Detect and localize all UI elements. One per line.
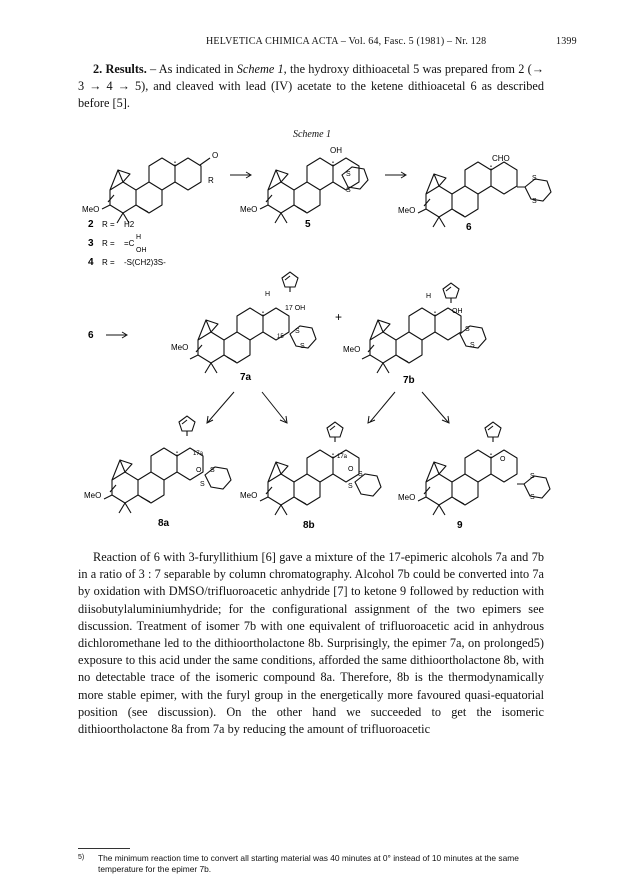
section-heading: 2. Results. [93, 62, 147, 76]
label-3: 3 [88, 238, 94, 249]
label-6: 6 [466, 222, 472, 233]
scheme-title: Scheme 1 [292, 129, 332, 140]
oh-label-5: OH [330, 146, 342, 155]
r-def-4: -S(CH2)3S- [124, 258, 166, 267]
s-label-9b: S [530, 494, 535, 501]
label-7b: 7b [403, 375, 415, 386]
s-label-8a-a: S [210, 467, 215, 474]
c17a-label-8b: 17a [337, 454, 348, 460]
meo-label-8a: MeO [84, 491, 102, 500]
meo-label-7b: MeO [343, 345, 361, 354]
s-label-9a: S [530, 473, 535, 480]
label-2: 2 [88, 219, 94, 230]
meo-label-8b: MeO [240, 491, 258, 500]
label-6-row2: 6 [88, 330, 94, 341]
footnote-rule [78, 848, 130, 849]
r-substituent-label: R [208, 176, 214, 185]
s-label-6b: S [532, 198, 537, 205]
label-8b: 8b [303, 520, 315, 531]
r-eq-4: R = [102, 258, 115, 267]
intro-post: the hydroxy dithioacetal 5 was prepared from 2 (→ 3 → 4 → 5), and cleaved with lead (IV) acetate to the ketene dithioacetal 6 as described before [5]. [78, 62, 544, 111]
s-label-7b-a: S [465, 326, 470, 333]
s-label-8a-b: S [200, 481, 205, 488]
o-label-8a: O [196, 467, 202, 474]
label-7a: 7a [240, 372, 252, 383]
s-label-7b-b: S [470, 342, 475, 349]
ketone-o-label: O [212, 151, 219, 160]
ketone-o-label-9: O [500, 456, 506, 463]
footnote [78, 853, 544, 875]
o-label-8b: O [348, 466, 354, 473]
intro-pre: – As indicated in [146, 62, 237, 76]
meo-label-7a: MeO [171, 343, 189, 352]
r-def-3: =C [124, 239, 135, 248]
s-label-8b-a: S [358, 471, 363, 478]
results-paragraph [78, 61, 544, 113]
label-8a: 8a [158, 518, 170, 529]
journal-header: HELVETICA CHIMICA ACTA – Vol. 64, Fasc. 5 (1981) – Nr. 128 [206, 36, 487, 47]
r-def-2: H2 [124, 220, 135, 229]
footnote-text: The minimum reaction time to convert all starting material was 40 minutes at 0° instead of 10 minutes at the same temperature for the epimer 7b. [98, 853, 519, 874]
reaction-scheme [0, 140, 624, 540]
footnote-marker: 5) [78, 854, 85, 861]
s-label-8b-b: S [348, 483, 353, 490]
r3-oh: OH [136, 247, 147, 254]
oh-label-7b: OH [452, 308, 463, 315]
body-paragraph: Reaction of 6 with 3-furyllithium [6] gave a mixture of the 17-epimeric alcohols 7a and 7b in a ratio of 3 : 7 separable by column chromatography. Alcohol 7b could be converted into 7a by oxidation with DMSO/trifluoroacetic anhydride [7] to ketone 9 followed by reduction with diisobutylaluminiumhydride; for the configurational assignment of the two epimers see discussion. Treatment of isomer 7b with one equivalent of trifluoroacetic acid in anhydrous dichloromethane led to the dithioortholactone 8b. Surprisingly, the epimer 7a, on prolonged5) exposure to this acid under the same conditions, afforded the same dithioortholactone 8b, with no detectable trace of the isomeric compound 8a. Therefore, 8b is the thermodynamically more stable epimer, with the furyl group in the energetically more favoured quasi-equatorial position (see discussion). On the other hand we succeeded to get the isomeric dithioortholactone 8a from 7a by reducing the amount of trifluoroacetic [78, 550, 544, 737]
c15-label: 15 [277, 334, 284, 340]
r3-h: H [136, 234, 142, 241]
oh-label-7a: 17 OH [285, 305, 306, 312]
h-label-7a: H [265, 291, 271, 298]
plus-sign: + [335, 310, 343, 324]
s-label-5a: S [346, 171, 351, 178]
page-number: 1399 [556, 36, 577, 47]
meo-label-5: MeO [240, 205, 258, 214]
meo-label: MeO [82, 205, 100, 214]
s-label-7a-a: S [295, 328, 300, 335]
c17a-label-8a: 17a [193, 451, 204, 457]
h-label-7b: H [426, 293, 432, 300]
r-eq-2: R = [102, 220, 115, 229]
label-9: 9 [457, 520, 463, 531]
meo-label-6: MeO [398, 206, 416, 215]
s-label-6a: S [532, 175, 537, 182]
label-5: 5 [305, 219, 311, 230]
r-eq-3: R = [102, 239, 115, 248]
label-4: 4 [88, 257, 94, 268]
scheme-reference: Scheme 1, [236, 62, 287, 76]
cho-label: CHO [492, 154, 510, 163]
s-label-5b: S [346, 187, 351, 194]
meo-label-9: MeO [398, 493, 416, 502]
s-label-7a-b: S [300, 343, 305, 350]
